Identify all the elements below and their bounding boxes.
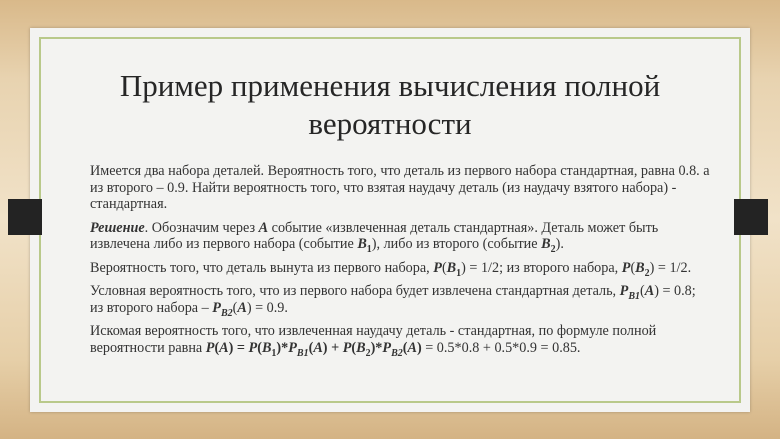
total-probability-paragraph: Искомая вероятность того, что извлеченная наудачу деталь - стандартная, по формуле полной вероятности равна $P(A) = P(B_1)*P_{B1}(A) + P(B_2)*P_{B2}(A) = 0.5*0.8 + 0.5*0.9 = 0.85$. <box>90 323 657 359</box>
problem-statement: Имеется два набора деталей. Вероятность того, что деталь из первого набора стандартная, равна 0.8. а из второго – 0.9. Найти вероятность того, что взятая наудачу деталь (из наудачу взятого набора) - стандартная. <box>90 163 710 212</box>
solution-label: Решение <box>90 219 145 236</box>
total-probability-formula: $P(A) = P(B_1)*P_{B1}(A) + P(B_2)*P_{B2}(A)$ <box>205 339 422 359</box>
probability-of-sets-paragraph: Вероятность того, что деталь вынута из первого набора, $P(B_1) = 1/2$; из второго набора, $P(B_2) = 1/2$. <box>90 259 692 279</box>
left-side-bar <box>8 199 42 235</box>
conditional-probability-paragraph: Условная вероятность того, что из первого набора будет извлечена стандартная деталь, $P_{B1}(A) = 0.8$; из второго набора – $P_{B2}(A) = 0.9$. <box>90 283 696 319</box>
right-side-bar <box>734 199 768 235</box>
slide-title: Пример применения вычисления полной вероятности <box>119 68 661 141</box>
solution-paragraph: Решение. Обозначим через A событие «извлеченная деталь стандартная». Деталь может быть извлечена либо из первого набора (событие $B_1$), либо из второго (событие $B_2$). <box>90 219 659 255</box>
slide-body <box>90 163 710 363</box>
